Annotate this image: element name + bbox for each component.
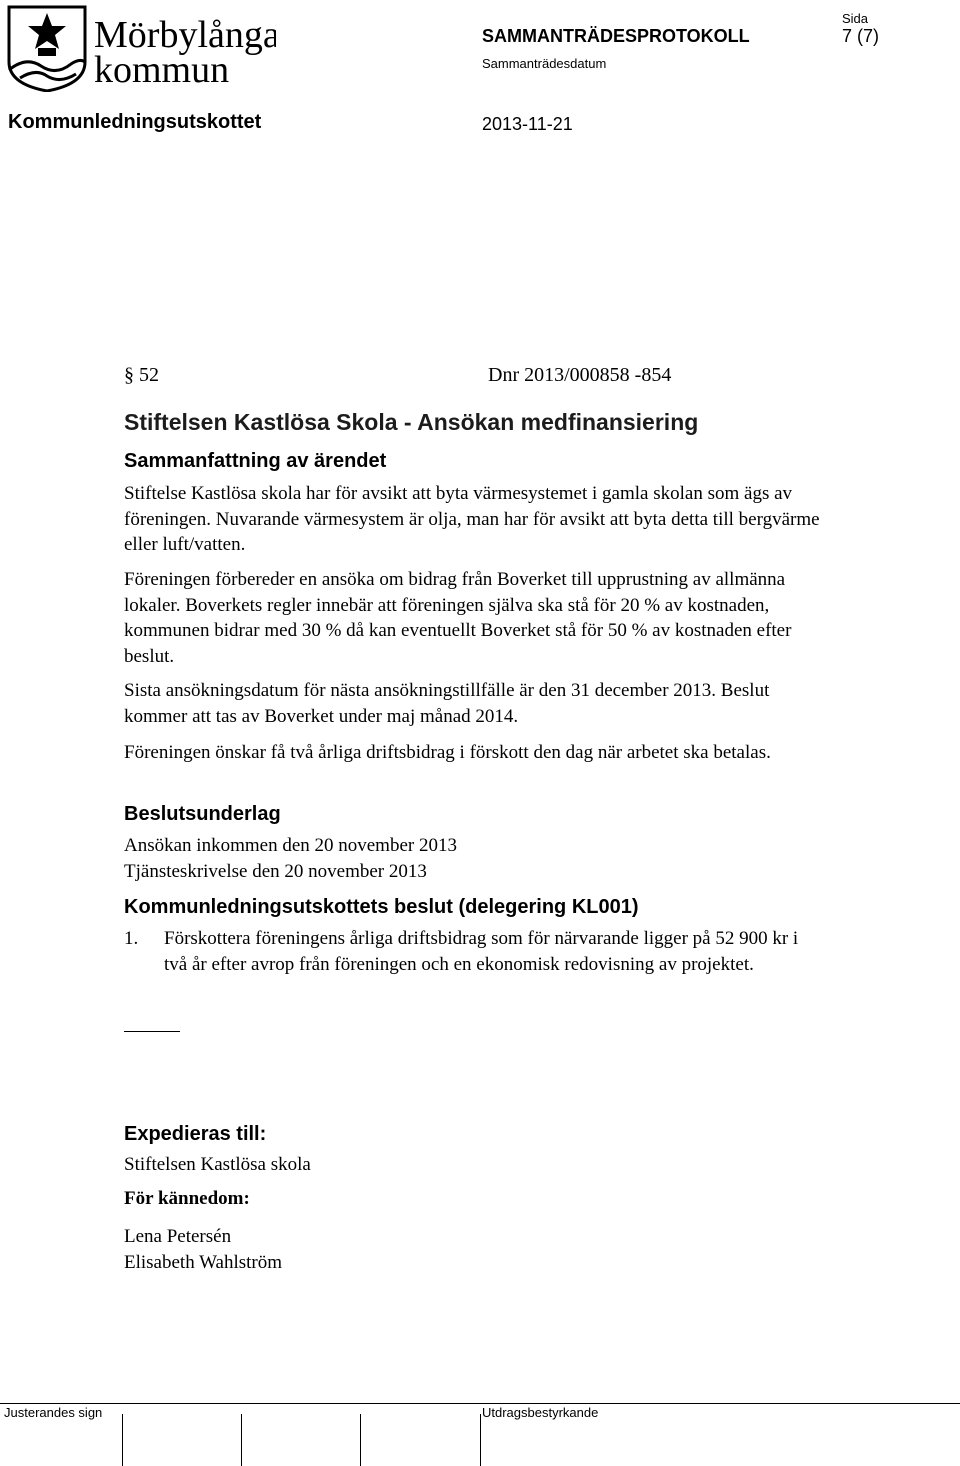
decision-text: Förskottera föreningens årliga driftsbidrag som för närvarande ligger på 52 900 kr i två år efter avrop från föreningen och en ekonomisk redovisning av projektet. <box>164 928 799 975</box>
dispatch-heading: Expedieras till: <box>124 1123 267 1145</box>
recipient: Stiftelsen Kastlösa skola <box>124 1154 311 1175</box>
footer-divider <box>0 1403 960 1404</box>
notice-recipients <box>124 1224 824 1275</box>
notice-heading: För kännedom: <box>124 1188 250 1209</box>
municipality-logo <box>6 4 276 92</box>
basis-heading: Beslutsunderlag <box>124 803 281 825</box>
decision-item <box>124 926 824 977</box>
certify-label: Utdragsbestyrkande <box>482 1405 599 1420</box>
summary-paragraph-1 <box>124 481 824 558</box>
recipient: Lena Petersén <box>124 1226 232 1247</box>
svg-text:Mörbylånga: Mörbylånga <box>94 14 276 56</box>
page-label: Sida <box>842 11 869 26</box>
sign-label: Justerandes sign <box>4 1405 103 1420</box>
recipient: Elisabeth Wahlström <box>124 1251 283 1273</box>
svg-text:kommun: kommun <box>94 49 230 91</box>
meeting-date: 2013-11-21 <box>482 114 573 134</box>
signature-box-divider <box>360 1414 361 1466</box>
committee-name: Kommunledningsutskottet <box>8 111 262 133</box>
signature-box-divider <box>241 1414 242 1466</box>
diary-number: Dnr 2013/000858 -854 <box>488 364 672 386</box>
municipality-crest-icon <box>6 4 276 92</box>
summary-heading: Sammanfattning av ärendet <box>124 450 387 472</box>
signature-box-divider <box>480 1414 481 1466</box>
basis-item: Ansökan inkommen den 20 november 2013 <box>124 835 457 856</box>
summary-text: Föreningen önskar få två årliga driftsbidrag i förskott den dag när arbetet ska betalas. <box>124 742 771 763</box>
summary-text: Föreningen förbereder en ansöka om bidrag från Boverket till upprustning av allmänna lokaler. Boverkets regler innebär att föreningen själva ska stå för 20 % av kostnaden, kommunen bidrar med 30 % då kan eventuellt Boverket stå för 50 % av kostnaden efter beslut. <box>124 569 792 667</box>
signature-box-divider <box>122 1414 123 1466</box>
summary-paragraph-4 <box>124 740 824 766</box>
dispatch-recipient <box>124 1152 824 1178</box>
item-title: Stiftelsen Kastlösa Skola - Ansökan medfinansiering <box>124 409 699 435</box>
summary-text: Stiftelse Kastlösa skola har för avsikt att byta värmesystemet i gamla skolan som ägs av föreningen. Nuvarande värmesystem är olja, man har för avsikt att byta detta till bergvärme eller luft/vatten. <box>124 483 820 555</box>
paragraph-line <box>124 364 672 387</box>
document-title: SAMMANTRÄDESPROTOKOLL <box>482 26 750 46</box>
decision-heading: Kommunledningsutskottets beslut (delegering KL001) <box>124 896 639 918</box>
basis-list <box>124 833 824 884</box>
decision-number: 1. <box>124 928 139 949</box>
summary-paragraph-3 <box>124 678 824 729</box>
meeting-date-label: Sammanträdesdatum <box>482 56 607 71</box>
summary-text: Sista ansökningsdatum för nästa ansökningstillfälle är den 31 december 2013. Beslut kommer att tas av Boverket under maj månad 2014. <box>124 680 770 727</box>
separator-rule <box>124 1031 180 1032</box>
summary-paragraph-2 <box>124 567 824 669</box>
basis-item: Tjänsteskrivelse den 20 november 2013 <box>124 860 427 882</box>
paragraph-number: § 52 <box>124 364 159 386</box>
page-number: 7 (7) <box>842 26 880 46</box>
